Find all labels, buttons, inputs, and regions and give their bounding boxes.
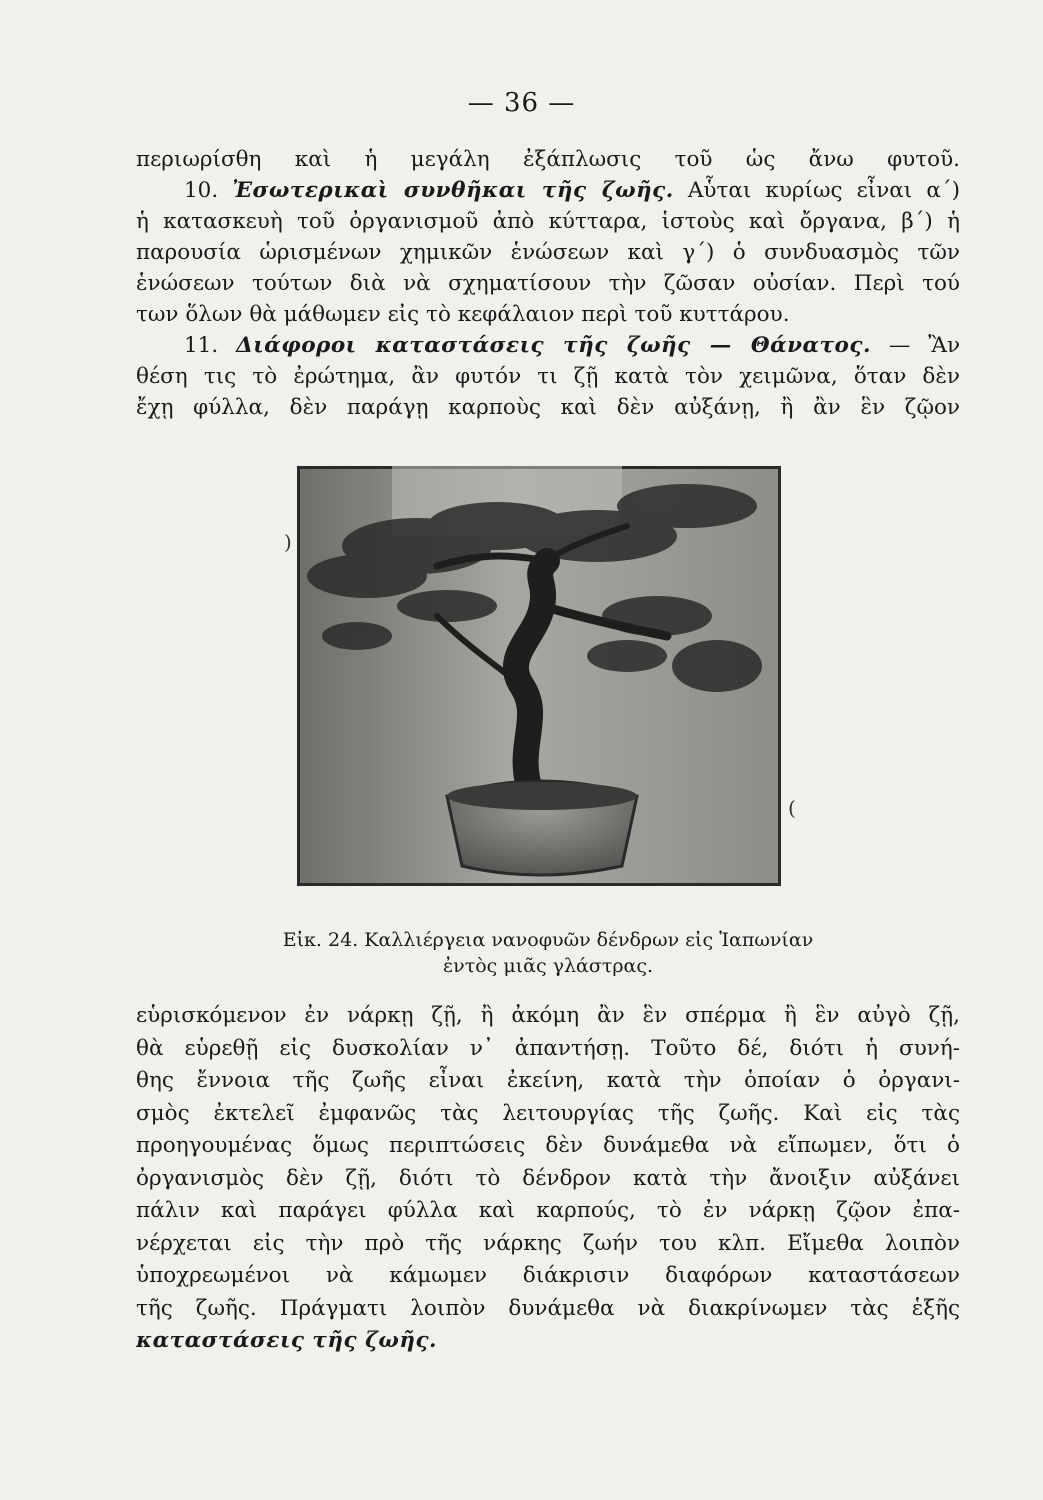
text-line: εὑρισκόμενον ἐν νάρκῃ ζῇ, ἢ ἀκόμη ἂν ἓν σπέρμα ἢ ἓν αὐγὸ ζῇ, [136, 1003, 960, 1028]
top-paragraph [136, 144, 960, 423]
text-line: ἡ κατασκευὴ τοῦ ὀργανισμοῦ ἀπὸ κύτταρα, ἱστοὺς καὶ ὄργανα, β΄) ἡ [136, 209, 960, 234]
text-line: παρουσία ὡρισμένων χημικῶν ἑνώσεων καὶ γ΄) ὁ συνδυασμὸς τῶν [136, 240, 960, 265]
text-line: θης ἔννοια τῆς ζωῆς εἶναι ἐκείνη, κατὰ τὴν ὁποίαν ὁ ὀργανι- [136, 1068, 960, 1093]
bonsai-photograph [297, 466, 781, 886]
caption-line: Εἰκ. 24. Καλλιέργεια νανοφυῶν δένδρων εἰς Ἰαπωνίαν [282, 929, 814, 951]
text-line: ὑποχρεωμένοι νὰ κάμωμεν διάκρισιν διαφόρων καταστάσεων [136, 1263, 960, 1288]
section-number: 10. [184, 178, 219, 203]
section-heading: Διάφοροι καταστάσεις τῆς ζωῆς — Θάνατος. [236, 333, 871, 358]
text-run: — Ἂν [870, 333, 960, 358]
figure-caption [136, 927, 960, 979]
text-line: ὀργανισμὸς δὲν ζῇ, διότι τὸ δένδρον κατὰ τὴν ἄνοιξιν αὐξάνει [136, 1165, 960, 1191]
page-number: — 36 — [467, 88, 576, 118]
pot-soil [447, 782, 637, 810]
text-line: των ὅλων θὰ μάθωμεν εἰς τὸ κεφάλαιον περὶ τοῦ κυττάρου. [136, 302, 790, 327]
text-line: θέση τις τὸ ἐρώτημα, ἂν φυτόν τι ζῇ κατὰ τὸν χειμῶνα, ὅταν δὲν [136, 364, 960, 389]
text-run: Αὗται κυρίως εἶναι α΄) [673, 178, 960, 203]
text-line: ἔχῃ φύλλα, δὲν παράγῃ καρποὺς καὶ δὲν αὐξάνῃ, ἢ ἂν ἓν ζῷον [136, 395, 960, 420]
section-11-line [136, 330, 960, 361]
text-line: ἑνώσεων τούτων διὰ νὰ σχηματίσουν τὴν ζῶσαν οὐσίαν. Περὶ τού [136, 271, 960, 296]
text-line: τῆς ζωῆς. Πράγματι λοιπὸν δυνάμεθα νὰ διακρίνωμεν τὰς ἑξῆς [136, 1295, 960, 1321]
bonsai-illustration [297, 466, 781, 886]
text-line: νέρχεται εἰς τὴν πρὸ τῆς νάρκης ζωήν του κλπ. Εἴμεθα λοιπὸν [136, 1230, 960, 1256]
text-line: περιωρίσθη καὶ ἡ μεγάλη ἐξάπλωσις τοῦ ὡς ἄνω φυτοῦ. [136, 147, 960, 172]
caption-line: ἐντὸς μιᾶς γλάστρας. [442, 955, 654, 977]
text-line: πάλιν καὶ παράγει φύλλα καὶ καρπούς, τὸ ἐν νάρκῃ ζῷον ἐπα- [136, 1198, 960, 1223]
text-line: θὰ εὑρεθῇ εἰς δυσκολίαν ν᾽ ἀπαντήσῃ. Τοῦτο δέ, διότι ἡ συνή- [136, 1035, 960, 1061]
section-10-line [136, 175, 960, 206]
edge-mark-right: ( [788, 796, 796, 820]
edge-mark-left: ) [284, 530, 292, 554]
section-number: 11. [184, 333, 219, 358]
final-bold-line: καταστάσεις τῆς ζωῆς. [136, 1328, 438, 1353]
text-line: προηγουμένας ὅμως περιπτώσεις δὲν δυνάμεθα νὰ εἴπωμεν, ὅτι ὁ [136, 1133, 960, 1158]
section-heading: Ἐσωτερικαὶ συνθῆκαι τῆς ζωῆς. [232, 178, 674, 203]
text-line: σμὸς ἐκτελεῖ ἐμφανῶς τὰς λειτουργίας τῆς ζωῆς. Καὶ εἰς τὰς [136, 1100, 960, 1126]
bottom-paragraph [136, 1000, 960, 1358]
